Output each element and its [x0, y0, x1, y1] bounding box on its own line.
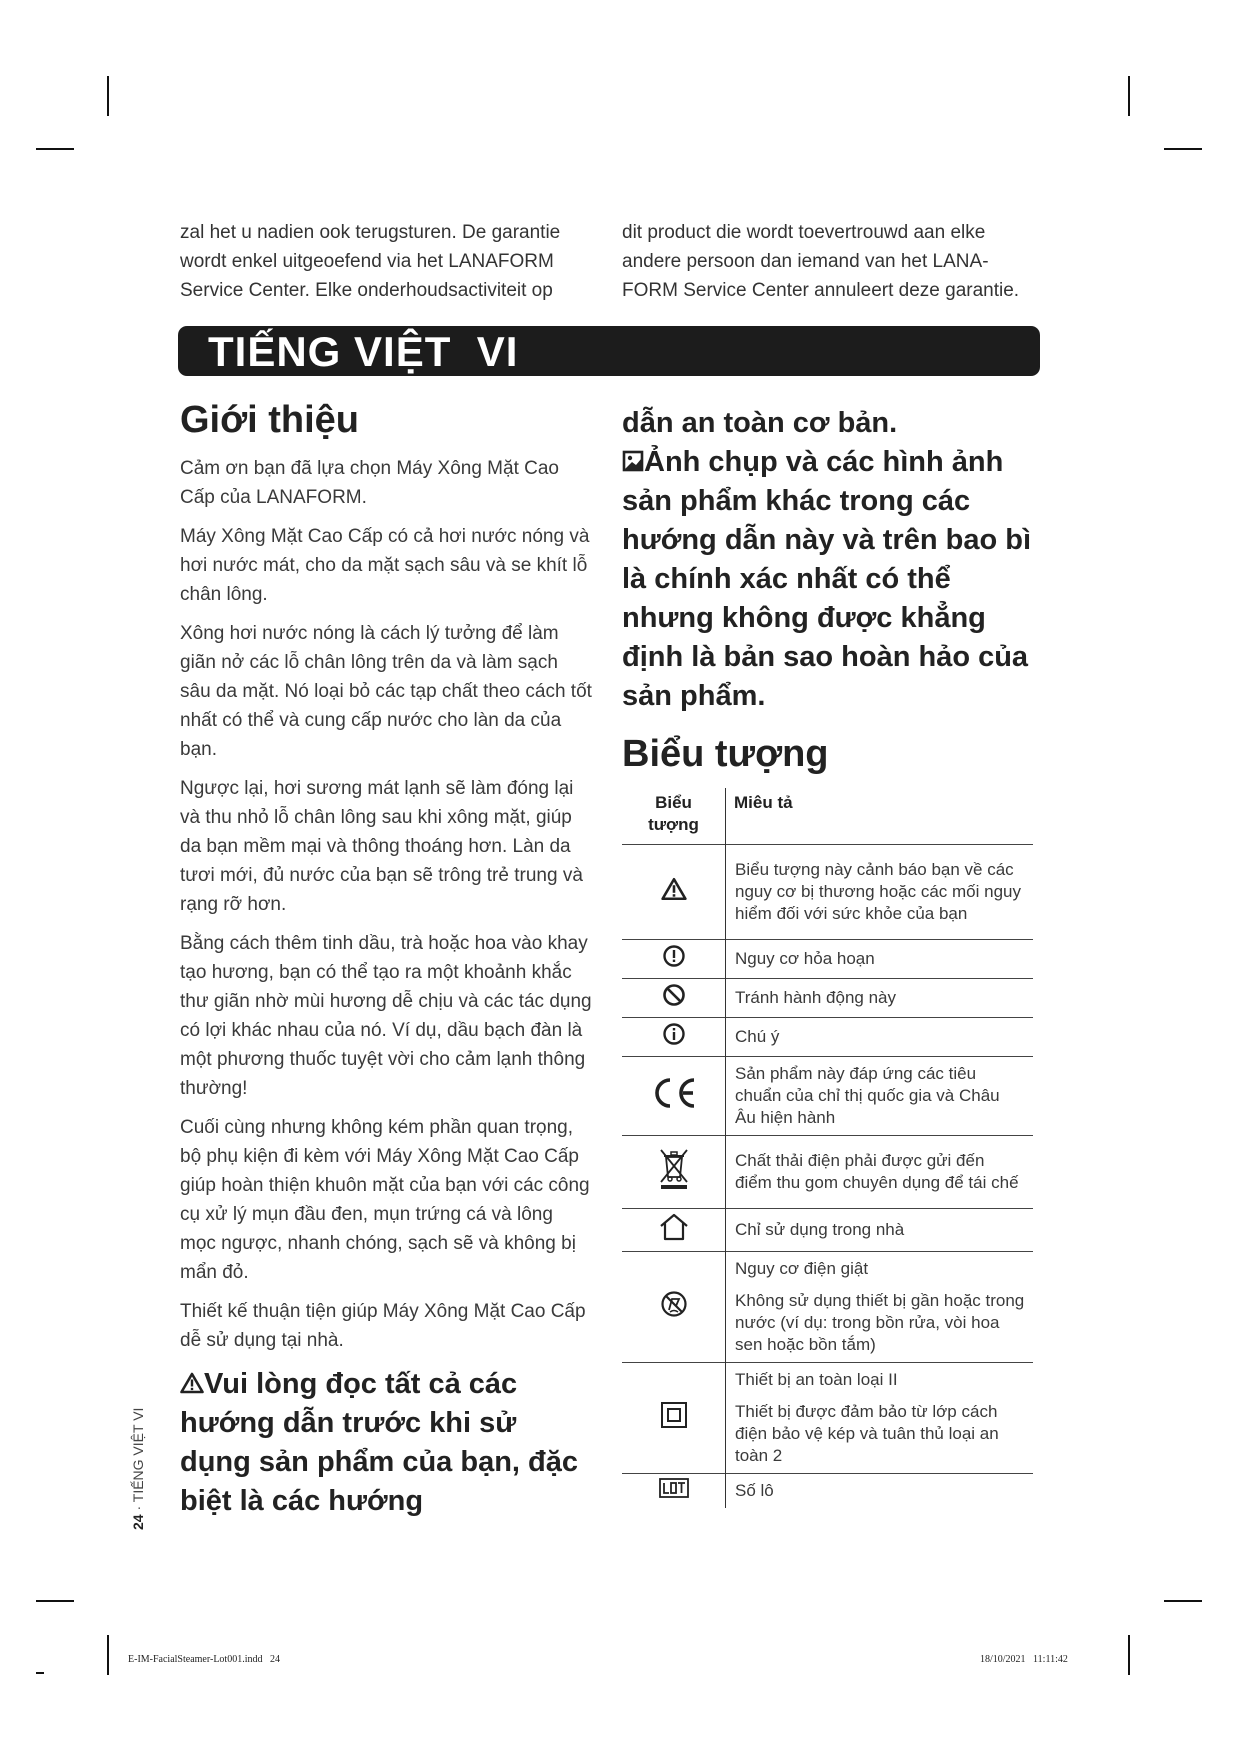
table-row — [622, 1252, 1033, 1363]
continuation-right-text: dit product die wordt toevertrouwd aan elke andere persoon dan iemand van het LANA-FORM Service Center annuleert deze garantie. — [622, 222, 1020, 301]
symbol-description: Số lô — [726, 1474, 1034, 1509]
crop-mark — [1128, 1635, 1130, 1675]
table-row — [622, 940, 1033, 979]
symbol-description: Biểu tượng này cảnh báo bạn về các nguy cơ bị thương hoặc các mối nguy hiểm đối với sức khỏe của bạn — [726, 845, 1034, 940]
crop-mark — [36, 1600, 74, 1602]
indoor-use-icon — [658, 1213, 690, 1241]
intro-paragraph: Cuối cùng nhưng không kém phần quan trọng, bộ phụ kiện đi kèm với Máy Xông Mặt Cao Cấp giúp hoàn thiện khuôn mặt của bạn với các công cụ xử lý mụn đầu đen, mụn trứng cá và lông mọc ngược, nhanh chóng, sạch sẽ và không bị mẩn đỏ. — [180, 1117, 590, 1283]
table-row — [622, 979, 1033, 1018]
table-header-row — [622, 788, 1033, 845]
crop-mark — [107, 1635, 109, 1675]
column-header-symbol: Biểu tượng — [622, 788, 726, 845]
side-section-label: · TIẾNG VIỆT VI — [130, 1407, 146, 1515]
symbols-table — [622, 788, 1033, 1508]
safety-warning-text: Vui lòng đọc tất cả các hướng dẫn trước khi sử dụng sản phẩm của bạn, đặc biệt là các hướng — [180, 1368, 579, 1517]
footer-filename: E-IM-FacialSteamer-Lot001.indd 24 — [128, 1654, 280, 1665]
crop-mark — [36, 148, 74, 150]
weee-bin-icon — [657, 1147, 691, 1191]
table-row — [622, 1057, 1033, 1136]
column-header-description: Miêu tả — [734, 793, 793, 812]
lot-icon — [659, 1478, 689, 1498]
crop-mark — [1128, 76, 1130, 116]
electric-shock-icon — [660, 1290, 688, 1318]
intro-paragraph: Thiết kế thuận tiện giúp Máy Xông Mặt Cao Cấp dễ sử dụng tại nhà. — [180, 1301, 586, 1351]
symbol-description-detail: Thiết bị được đảm bảo từ lớp cách điện bảo vệ kép và tuân thủ loại an toàn 2 — [735, 1402, 999, 1465]
intro-paragraph: Ngược lại, hơi sương mát lạnh sẽ làm đóng lại và thu nhỏ lỗ chân lông sau khi xông mặt, giúp da bạn mềm mại và thông thoáng hơn. Làn da tươi mới, đủ nước của bạn sẽ trông trẻ trung và rạng rỡ hơn. — [180, 778, 583, 915]
symbols-heading: Biểu tượng — [622, 733, 829, 775]
symbol-description: Thiết bị an toàn loại II — [735, 1370, 898, 1389]
fire-hazard-icon — [662, 944, 686, 968]
table-row — [622, 1474, 1033, 1509]
footer-datetime: 18/10/2021 11:11:42 — [980, 1654, 1068, 1665]
intro-paragraph: Máy Xông Mặt Cao Cấp có cả hơi nước nóng và hơi nước mát, cho da mặt sạch sâu và se khít lỗ chân lông. — [180, 526, 590, 605]
table-row — [622, 845, 1033, 940]
crop-mark — [36, 1672, 44, 1674]
language-banner — [178, 326, 1040, 376]
banner-title: TIẾNG VIỆT VI — [208, 328, 519, 375]
ce-mark-icon — [649, 1075, 699, 1111]
table-row — [622, 1363, 1033, 1474]
intro-paragraph: Cảm ơn bạn đã lựa chọn Máy Xông Mặt Cao Cấp của LANAFORM. — [180, 458, 559, 508]
continuation-left-text: zal het u nadien ook terugsturen. De garantie wordt enkel uitgeoefend via het LANAFORM Service Center. Elke onderhoudsactiviteit op — [180, 222, 561, 301]
table-row — [622, 1136, 1033, 1209]
warning-triangle-icon — [661, 877, 687, 901]
crop-mark — [107, 76, 109, 116]
symbol-description: Chất thải điện phải được gửi đến điểm thu gom chuyên dụng để tái chế — [726, 1136, 1034, 1209]
photo-note-text: Ảnh chụp và các hình ảnh sản phẩm khác trong các hướng dẫn này và trên bao bì là chính xác nhất có thể nhưng không được khẳng định là bản sao hoàn hảo của sản phẩm. — [622, 446, 1032, 712]
page-number: 24 — [130, 1514, 146, 1530]
symbol-description-detail: Không sử dụng thiết bị gần hoặc trong nước (ví dụ: trong bồn rửa, vòi hoa sen hoặc bồn tắm) — [735, 1291, 1025, 1354]
symbol-description: Nguy cơ điện giật — [735, 1259, 869, 1278]
continuation-right — [622, 218, 1042, 305]
crop-mark — [1164, 148, 1202, 150]
side-page-label — [128, 1230, 148, 1530]
intro-paragraph: Xông hơi nước nóng là cách lý tưởng để làm giãn nở các lỗ chân lông trên da và làm sạch sâu da mặt. Nó loại bỏ các tạp chất theo cách tốt nhất có thể và cung cấp nước cho làn da của bạn. — [180, 623, 592, 760]
intro-paragraph: Bằng cách thêm tinh dầu, trà hoặc hoa vào khay tạo hương, bạn có thể tạo ra một khoảnh khắc thư giãn nhờ mùi hương dễ chịu và các tác dụng có lợi khác nhau của nó. Ví dụ, dầu bạch đàn là một phương thuốc tuyệt vời cho cảm lạnh thông thường! — [180, 933, 592, 1099]
symbol-description: Tránh hành động này — [726, 979, 1034, 1018]
warning-triangle-icon — [180, 1372, 204, 1394]
safety-warning-continued: dẫn an toàn cơ bản. — [622, 407, 898, 439]
continuation-left — [180, 218, 590, 305]
intro-column — [180, 396, 592, 1521]
symbol-description: Sản phẩm này đáp ứng các tiêu chuẩn của chỉ thị quốc gia và Châu Âu hiện hành — [726, 1057, 1034, 1136]
crop-mark — [1164, 1600, 1202, 1602]
intro-heading: Giới thiệu — [180, 399, 360, 441]
symbols-column — [622, 404, 1042, 1508]
safety-warning — [180, 1365, 592, 1521]
table-row — [622, 1018, 1033, 1057]
symbol-description: Chú ý — [726, 1018, 1034, 1057]
class-ii-icon — [660, 1401, 688, 1429]
picture-icon — [622, 450, 644, 472]
prohibited-icon — [662, 983, 686, 1007]
photo-note — [622, 443, 1042, 716]
table-row — [622, 1209, 1033, 1252]
symbol-description: Nguy cơ hỏa hoạn — [726, 940, 1034, 979]
info-icon — [662, 1022, 686, 1046]
symbol-description: Chỉ sử dụng trong nhà — [726, 1209, 1034, 1252]
